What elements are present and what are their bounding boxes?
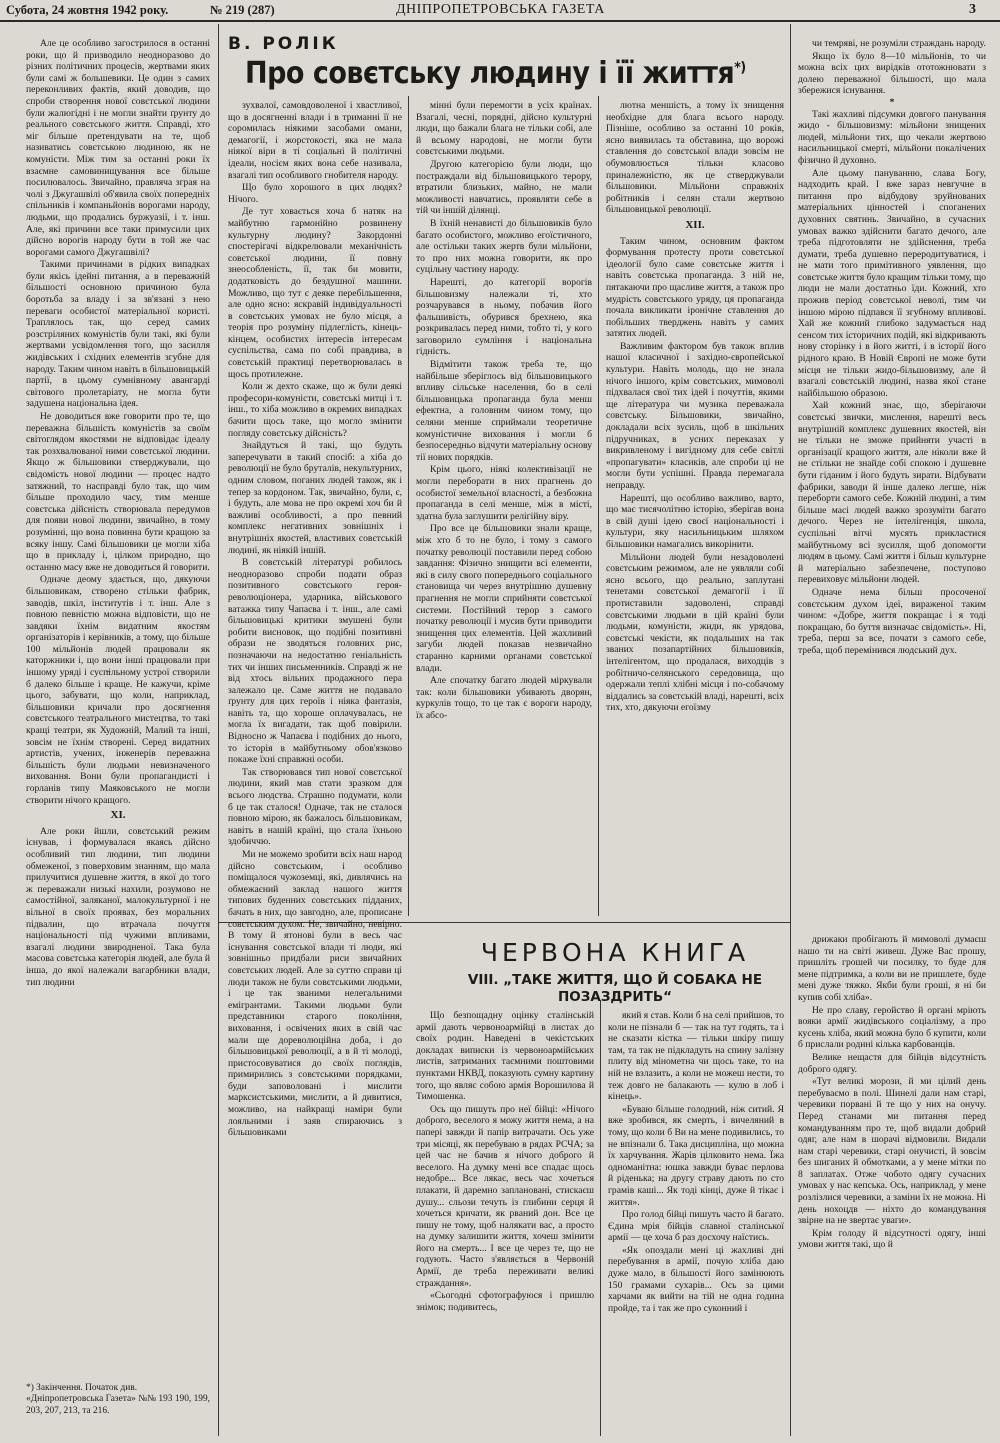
paragraph: Так створювався тип нової совєтської людини, який мав стати зразком для всього людства. Страшно подумати, коли б це так сталося! Одначе, так не сталося повною мірою, як бажалось більшовикам, навіть в нашій країні, що стала їхньою здобиччю.	[228, 766, 402, 848]
article-author: В. РОЛІК	[228, 34, 339, 54]
paragraph: Мільйони людей були незадоволені совєтським режимом, але не уявляли собі ясно всього, що реально, заплутані тенетами совєтської демагогії і її протиставили задоволені, справді совєтськими людьми в цій країні були людьми, комуністи, жиди, як урядова, совєтські чекісти, як подальших на так званих позапартійних більшовиків, інтелігентом, що продалася, виходців з робітничо-селянського середовища, що одержали теплі хлібні місця і по-собачому віддались за совєтській владі, нарешті, всіх тих, хто, дякуючи егоїзму	[606, 551, 784, 714]
paragraph: Що безпощадну оцінку сталінській армії дають червоноармійці в листах до своїх родин. Наведені в чекістських докладах виписки із червоноармійських листів, затриманих таємними поштовими пунктами НКВД, показують сумну картину того, що являє собою армія Ворошилова й Тимошенка.	[416, 1010, 594, 1103]
paragraph: Такі жахливі підсумки довгого панування жидо - більшовизму: мільйони знищених людей, мільйони тих, що чекали жертвою насильницької смерті, мільйони покалічених фізично й духовно.	[798, 108, 986, 166]
paragraph: дрижаки пробігають й мимоволі думаєш нашо ти на світі живеш. Дуже Вас прошу, пришліть грошей чи посилку, то буде для мене підтримка, а коли ви не пришлете, буде мені дуже тяжко. Якби були гроші, я ні би купив собі хліба».	[798, 934, 986, 1003]
paragraph: Такими причинами в рідких випадках були якісь ідейні питання, а в переважній більшості основною причиною була боротьба за владу і за зв'язані з нею переваги особистої матеріальної користі. Траплялось так, що серед самих розстріляних комуністів були такі, які були жертвами усвідомлення того, що засилля жидівських і східних елементів згубне для народу. Таким чином навіть в більшовицькій партії, в цьому сумнівному авангарді світового пролетаріату, не могла бути задушена національна ідея.	[26, 259, 210, 410]
paragraph: Але цьому пануванню, слава Богу, надходить край. І вже зараз невгучне в питання про відбудову зруйнованих матеріальних цінностей і споганених духовних святинь. Звичайно, в сучасних умовах важко здійснити багато дечого, але треба підготовляти не здійснення, треба думати, треба душевно переродитуватися, і не мати того примітивного уявлення, що совєтське життя було кращим тільки тому, що люди не мали достатньо їди. Кожний, хто прожив період совєтської неволі, тим чи іншою мірою підпався її згубному впливові. Хай же кожний глибоко задумається над сенсом тих історичних подій, які відкривають нову сторінку і в його житті, і в історії його рідного краю. В Новій Європі не може бути місця не тільки жидо-більшовизму, але й взагалі совєтській людині, назва якої стане найбільшою образою.	[798, 167, 986, 399]
headline-text: Про совєтську людину і її життя	[245, 56, 735, 91]
column-rule	[408, 96, 409, 916]
article2-subtitle: VIII. „ТАКЕ ЖИТТЯ, ЩО Й СОБАКА НЕ ПОЗАЗДРИТЬ“	[467, 972, 763, 1005]
paragraph: Одначе нема більш просоченої совєтським духом ідеї, вираженої таким чином: «Добре, життя покращає і я тоді покращаю, бо буття визначає свідомість». Ні, треба, перш за все, почати з самого себе, треба, щоб перемінився людський дух.	[798, 586, 986, 656]
issue-number: № 219 (287)	[210, 3, 275, 17]
newspaper-name: ДНІПРОПЕТРОВСЬКА ГАЗЕТА	[396, 2, 605, 17]
footnote-marker: *)	[734, 60, 746, 76]
paragraph: Коли ж дехто скаже, що ж були деякі професори-комуністи, совєтські митці і т. інш., то хіба можливо в окремих випадках бачити щось таке, що могло змінити погляду совєтську дійсність?	[228, 381, 402, 439]
paragraph: «Сьогодні сфотографуюся і пришлю знімок; подивитесь,	[416, 1290, 594, 1313]
paragraph: Другою категорією були люди, що постраждали від більшовицького терору, втратили близьких, майно, не мали можливості навчатись, проявляти себе в тій чи іншій ділянці.	[416, 158, 592, 217]
paragraph: мінні були перемогти в усіх країнах. Взагалі, чесні, порядні, дійсно культурні люди, що бажали блага не тільки собі, але й всьому народові, не могли бути совєтськими людьми.	[416, 100, 592, 158]
paragraph: Крім голоду й відсутності одягу, інші умови життя такі, що й	[798, 1227, 986, 1251]
issue-date: Субота, 24 жовтня 1942 року.	[6, 3, 169, 17]
paragraph: Відмітити також треба те, що найбільше зберіглось від більшовицького впливу сільське населення, бо в селі більшовицька пропаганда була менш ефектна, а головним чином тому, що селяни менше сприймали теоретичне комуністичне виховання і могли б безпосередньо відчути матеріальну основу тії нових порядків.	[416, 359, 592, 463]
paragraph: Про все це більшовики знали краще, між хто б то не було, і тому з самого початку революції поставили перед собою завдання: Фізично знищити всі елементи, які в силу свого попереднього соціального становища чи через внутрішню душевну прагнення не могли сприйняти совєтської системи. Постійний терор з самого початку революції і мусив бути приводити знищення цих елементів. Цей жахливий загуби людей показав незвичайно старанно карними органами совєтської влади.	[416, 523, 592, 674]
paragraph: Таким чином, основним фактом формування протесту проти совєтської ідеології було саме совєтське життя і навіть совєтська пропаганда. З ній не, пятакаючи про щасливе життя, а також про мудрість совєтського уряду, ця пропаганда почала викликати іронічне ставлення до побільших тверджень навіть у самих затятих людей.	[606, 235, 784, 340]
section-separator: *	[889, 96, 895, 108]
article-column-1	[26, 38, 210, 1376]
paragraph: лютна меншість, а тому їх знищення необхідне для блага всього народу. Пізніше, особливо за останні 10 років, ясно виявилась та обставина, що ворожі ставлення до совєтської влади зовсім не обумовлюється тільки класово приналежністю, як це стверджували більшовики. Мільйони справжніх робітників і селян стали жертвою більшовицької революції.	[606, 100, 784, 216]
paragraph: «Як опоздали мені ці жахливі дні перебування в армії, почую хліба даю дуже мало, в більшості його замінюють 150 грамами сухарів... Ось за цими харчами як вийти на тій не одна година пройде, та і так же про суконний і	[608, 1244, 784, 1314]
paragraph: Хай кожний знає, що, зберігаючи совєтські звички, мислення, нарешті весь внутрішній комплекс душевних якостей, він не тільки не зможе прийняти участі в організації кращого життя, але ніколи вже й не стільки не знайде собі спокою і душевне бути гіданим і його будуть зирати. Відбувати фабрики, заводи й інше далеко легше, ніж переборти самого себе. Кожній людині, а тим більше масі людей важко зрозуміти багато дечого. Через не інтелігенція, школа, суспільні вітчі мусять прикластися майбутньому всі зусилля, щоб допомогти людям в цьому. Самі життя і більш культурне й матеріально забезпечене, поступово перевиховує мільйони людей.	[798, 400, 986, 586]
paragraph: чи темряві, не розуміли страждань народу.	[812, 38, 986, 49]
paragraph: Не про славу, геройство й органі мріють вояки армії жидівського соціалізму, а про кусень хліба, який можна було б купити, коли б прислали родині кілька карбованців.	[798, 1004, 986, 1051]
article2-column-1	[416, 1010, 594, 1436]
section-heading: XI.	[110, 809, 126, 822]
footnote: *) Закінчення. Початок див. «Дніпропетровська Газета» №№ 193 190, 199, 203, 207, 213, та 216.	[26, 1383, 210, 1416]
page-number: 3	[969, 2, 976, 17]
paragraph: який я став. Коли б на селі прийшов, то коли не пізнали б — так на тут годять, та і не сказати кістка — тільки шкіру пишу там, та так не підкладуть на спину залізну плиту від мінометна чи щось таке, то на ній не взлазить, а коли не можеш нести, то теж довго не балакають — кулю в лоб і кінець».	[608, 1010, 784, 1103]
paragraph: Якщо їх було 8—10 мільйонів, то чи можна всіх цих вирідків ототожнювати з долею переважної більшості, що мала збережися існування.	[798, 50, 986, 97]
paragraph: Нарешті, до категорії ворогів більшовизму належали ті, хто розчарувався в ньому, побачив його фальшивість, обурився брехнею, яка розкривалась перед ними, тобто ті, у кого заговорило сумління і національна гідність.	[416, 276, 592, 358]
paragraph: Ми не можемо зробити всіх наш народ дійсно совєтським, і особливо поміщалося чужоземці, які, дивлячись на обмежаєний заклад нашого життя типових буденних совєтських підданих, бачать в них, що завгодно, але, прописане совєтським духом. Не, звичайно, невірно. В тому й ятонові були в весь час існування совєтської влади ті люди, які зовнішньо придбали риси звичайних совєтських людей. Але за суттю справи ці люди також не були совєтськими людьми, і це так званими нелегальними емігрантами. Такими людьми були представники старого покоління, виховання, і освічених яких в свій час мали ще дореволюційна доба, і до більшовицької революції, а в й ті молоді, пристосовуватися до своїх поглядів, примирились з совєтськими порядками, буди заповоловані і мислити марксистськими, мислити, а й дивитися, можливо, на найкращі наміри були лояльними і заяв спираючись з більшовиками	[228, 849, 402, 1139]
article-column-5	[798, 38, 986, 924]
paragraph: Нарешті, що особливо важливо, варто, що має тисячолітню історію, зберігав вона в свій душі ідею своєї національності і культури, яку насильницьким шляхом більшовики намагались викорінити.	[606, 492, 784, 550]
paragraph: Важливим фактором був також вплив нашої класичної і західно-європейської культури. Навіть молодь, що не знала нічого іншого, крім совєтських, мимоволі підхвалася свої тих ідей і почуттів, якими ще література чи музика переважала совєтську. Більшовики, звичайно, докладали всіх зусиль, щоб в шкільних підручниках, в усних переказах у викривленому і вигідному для себе світлі «пропагувати» класиків, але спроби ці не могли бути успішні. Правда перемагала неправду.	[606, 340, 784, 491]
column-rule	[598, 96, 599, 916]
article2-column-2	[608, 1010, 784, 1436]
paragraph: «Буваю більше голодний, ніж ситий. Я вже зробився, як смерть, і вичеляний в тому, що коли б Ви на мене подивились, то не впізнали б. Така дисципліна, що можна їх харчування. Жарів цілковито нема. Їжа одноманітна: юшка завжди буває перлова й ріденька; на другу страву дають по сто грамів каші... Як тоді кінці, дуже й тікає і життя».	[608, 1103, 784, 1208]
column-rule	[790, 24, 791, 1436]
paragraph: Але спочатку багато людей міркували так: коли більшовики убивають дворян, куркулів тощо, то це так є вороги народу, їх абсо-	[416, 675, 592, 721]
paragraph: Що було хорошого в цих людях? Нічого.	[228, 182, 402, 205]
masthead	[0, 0, 1000, 22]
article-column-3	[416, 100, 592, 916]
paragraph: Крім цього, ніякі колективізації не могли переборати в них прагнень до особистої земельної власності, а безбожна пропаганда в селі менше, між в місті, здатна була заглушити релігійну віру.	[416, 464, 592, 522]
column-rule	[218, 24, 219, 1436]
paragraph: Не доводиться вже говорити про те, що переважна більшість комуністів за своїм світоглядом якостями не відповідає ідеалу так розхвалюваної ними совєтської людини. Якщо ж більшовики стверджували, що свідомість нової людини — процес надто затяжний, то насправді було так, що чим більше проходило часу, тим менше совєтська дійсність створювала передумов для появи нової людини, звичайно, в тому розумінні, що вона повинна бути кращою за всяку іншу. Самі більшовики це могли хіба що в прикладу і, цілком природно, що останню масу вже не доводиться й говорити.	[26, 411, 210, 573]
paragraph: Одначе деому здається, що, дякуючи більшовикам, створено стільки фабрик, заводів, шкіл, інститутів і т. інш. Але з повною певністю можна відповісти, що не завдяки їхнім видатним якостям організаторів і керівників, а тому, що більше 100 мільйонів людей працювали як каторжники і, що вони інші працювали при іншому уряді і сусп̶ільному устрої створили б далеко більше і краще. Не кажучи, кріме цього, забувати, що коли, наприклад, більшовики кричали про досягнення совєтського театрального мистецтва, то такі кращі театри, як Художній, Малий та інші, зовсім не їхнім створені. Серед видатних артистів, учених, інженерів переважна більшість були людьми невизначеного виховання. Вони були пропагандисті і горланів типу Маяковського не могли створити нічого кращого.	[26, 574, 210, 806]
paragraph: Але роки йшли, совєтський режим існував, і формувалася якаясь дійсно особливий тип людини, тип людини обмеженої, з поверховим знанням, що мала прилучитися душевне життя, в якої до того ж переважали низькі нахили, розумово не самостійної, заляканої, малокультурної і не вільної в своїх проявах, без моральних підвалин, що втрачала почуття національності під чужими впливами, взагалі людини звиродненої. Така була масова совєтська категорія людей, але була й інша, до якої належали вагарбники влади, тип людини	[26, 825, 210, 988]
paragraph: зухвалої, самовдоволеної і хвастливої, що в досягненні влади і в триманні її не соромилась ніякими засобами омани, демагогії, і жорстокості, яка не мала ніякої віри в ті соціальні й політичні ідеали, носієм яких вона себе називала, взагалі тип особливого гнобителя народу.	[228, 100, 402, 181]
paragraph: Де тут ховається хоча б натяк на майбутню гармонійно розвинену культурну людину? Закордонні спостерігачі відкрелювали механічність совєтської людини, її повну знеособленість, її, так би мовити, додатковість до бездушної машини. Можливо, що тут є деяке перебільшення, але одно ясно: яскравій індивідуальності в совєтських умовах не було місця, а теорія про розуміну підлеглість, кінець-кінцем, особистих інтересів інтересам суспільства, сама по собі правдива, в совєтській практиці перетворювалась в щось протилежне.	[228, 206, 402, 380]
paragraph: «Тут великі морози, й ми цілий день перебуваємо в полі. Шинелі дали нам старі, черевики порвані й те що у них на онучу. Перед станами ми питання перед командуванням про те, щоб видали добрий одяг, але нам в шорачі відмовили. Видали нам старі черевики, старі онучисті, й зовсім без шиганих й обмотками, а у мене мітки по 8 заплатах. Отже чобото одягу сучасних умовах у нас кепська. Ось, наприклад, у мене розлізлися черевики, а заміни їх не можна. Ні день нохоцдв — ніхто до командування звірне на не звертає уваги».	[798, 1076, 986, 1227]
article-headline	[245, 56, 746, 91]
paragraph: Знайдуться й такі, що будуть заперечувати в такий спосіб: а хіба до революції не було бруталів, некультурних, одним словом, поганих людей також, як і тепер за кордоном. Так, звичайно, були, є, і будуть, але мова не про окремі хоч би й важливі особливості, а про певний комплекс негативних зовнішніх і внутрішніх якостей, властивих совєтській людині, як ніякій іншій.	[228, 440, 402, 556]
paragraph: Але це особливо загострилося в останні роки, що й призводило неодноразово до різних політичних процесів, жертвами яких були самі ж большевики. Це один з самих переконливих фактів, який доводив, що спроби створення нової совєтської людини були жалюгідні і не могли знайти ґрунту до реального совєтського життя. Справді, хто міг більше претендувати на те, щоб називатись совєтською людиною, як не комуністи. Між тим за останні роки їх взаємне самовинищування все більше посилювалось. Звичайно, правляча зграя на чолі з Джугашвілі об'явила своїх попередніх спільників і компаньйонів ворогами народу, людьми, що продались буржуазії, і т. інш. Але, які причини все таки примусили цих дійсно ворогів народу бути в той же час ворогами самого Джугашвілі?	[26, 38, 210, 258]
paragraph: Про голод бійці пишуть часто й багато. Єдина мрія бійців славної сталінської армії — це хоча б раз досхочу наїстись.	[608, 1209, 784, 1244]
column-rule	[600, 1000, 601, 1436]
paragraph: В їхній ненависті до більшовиків було багато особистого, можливо егоїстичного, але остільки таких жертв були мільйони, то про них можна говорити, як про суцільну частину народу.	[416, 217, 592, 276]
article2-column-3	[798, 934, 986, 1436]
paragraph: Велике нещастя для бійців відсутність доброго одягу.	[798, 1051, 986, 1075]
article-column-4	[606, 100, 784, 916]
paragraph: Ось що пишуть про неї бійці: «Нічого доброго, веселого я можу життя нема, а на папері завжди й папір витрачати. Ось уже три місяці, як перебуваю в рядах РСЧА; за цей час не бачив я нічого доброго й веселого. На думку мені все спадає щось недобре... Все лякає, весь час хочеться плакати, й даремно заплановані, стискаєш душу... сльози течуть із глибини серця й хочеться кричати, як рваний дон. Все це пишу не тому, щоб налякати вас, а просто на думку залишити життя, хочеш змінити його на смерть... І все це через те, що не годують. Часто з'являється в Червоній Армії, де треба переживати великі страждання».	[416, 1103, 594, 1289]
article-column-2	[228, 100, 402, 1139]
article2-title: ЧЕРВОНА КНИГА	[480, 938, 750, 967]
paragraph: В совєтській літературі робилось неодноразово спроби подати образ позитивного совєтського героя-революціонера, ударника, військового ватажка типу Чапаєва і т. інш., але самі більшовицькі критики змушені були робити висновок, що подібні позитивні образи не зводяться головних рис, позначаючи на недостатню геніальність тих чи інших письменників. Справді ж не від хтось вільних продажного пера залежало це. Саме життя не подавало ґрунту для цих героїв і ніяка фантазія, навіть та, що хороше оплачувалась, не могла їх вигадати, так щоб повірили. Відносно ж Чапаєва і подібних до нього, то історія в майбутньому обов'язково покаже їхні справжні особи.	[228, 557, 402, 766]
section-heading: XII.	[685, 218, 705, 231]
